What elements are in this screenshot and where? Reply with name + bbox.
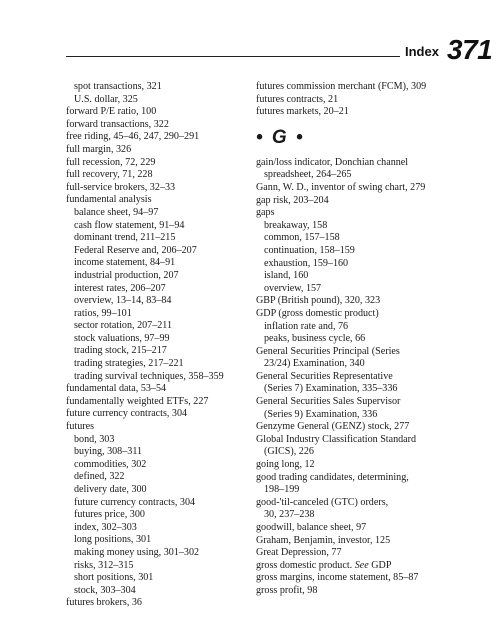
entry-text: Great Depression, 77	[256, 547, 342, 559]
entry-text: U.S. dollar, 325	[74, 93, 138, 105]
index-subentry	[66, 320, 254, 333]
entry-text: futures markets, 20–21	[256, 106, 349, 118]
entry-text: spreadsheet, 264–265	[264, 169, 352, 181]
see-reference: See GDP	[354, 559, 392, 571]
index-entry	[256, 346, 476, 359]
index-subentry	[66, 283, 254, 296]
entry-text: cash flow statement, 91–94	[74, 219, 185, 231]
index-subentry	[256, 258, 476, 271]
index-subentry	[66, 434, 254, 447]
index-subentry	[66, 345, 254, 358]
entry-text: Genzyme General (GENZ) stock, 277	[256, 421, 410, 433]
entry-text: continuation, 158–159	[264, 244, 355, 256]
index-entry	[256, 434, 476, 447]
index-entry	[256, 572, 476, 585]
entry-text: forward transactions, 322	[66, 118, 169, 130]
entry-text: buying, 308–311	[74, 446, 143, 458]
entry-text: long positions, 301	[74, 534, 152, 546]
entry-text: full margin, 326	[66, 143, 132, 155]
entry-text: GDP (gross domestic product)	[256, 307, 379, 319]
entry-text: stock, 303–304	[74, 584, 136, 596]
entry-text: gross domestic product.	[256, 559, 353, 571]
index-subentry	[66, 245, 254, 258]
index-subentry	[66, 358, 254, 371]
index-subentry	[66, 295, 254, 308]
entry-text: income statement, 84–91	[74, 257, 176, 269]
index-subentry	[66, 509, 254, 522]
index-subentry	[66, 547, 254, 560]
entry-text: balance sheet, 94–97	[74, 206, 159, 218]
index-entries-g	[256, 157, 476, 598]
entry-text: breakaway, 158	[264, 219, 328, 231]
entry-text: 198–199	[264, 484, 300, 496]
index-entry	[256, 106, 476, 119]
index-entry	[66, 408, 254, 421]
index-subentry	[256, 283, 476, 296]
index-entry	[66, 106, 254, 119]
index-entry	[256, 396, 476, 409]
entry-text: (Series 9) Examination, 336	[264, 408, 378, 420]
index-entry	[66, 169, 254, 182]
entry-text: defined, 322	[74, 471, 125, 483]
entry-text: island, 160	[264, 270, 309, 282]
index-entry-continuation	[256, 409, 476, 422]
entry-text: exhaustion, 159–160	[264, 257, 349, 269]
entry-text: 30, 237–238	[264, 509, 315, 521]
entry-text: Global Industry Classification Standard	[256, 433, 417, 445]
index-subentry	[66, 560, 254, 573]
entry-text: making money using, 301–302	[74, 546, 200, 558]
entry-text: gaps	[256, 207, 275, 219]
index-subentry	[66, 446, 254, 459]
index-subentry	[66, 522, 254, 535]
entry-text: going long, 12	[256, 459, 315, 471]
entry-text: futures contracts, 21	[256, 93, 339, 105]
entry-text: GBP (British pound), 320, 323	[256, 295, 381, 307]
entry-text: futures brokers, 36	[66, 597, 142, 609]
entry-text: trading stock, 215–217	[74, 345, 167, 357]
index-subentry	[66, 232, 254, 245]
index-entry	[256, 195, 476, 208]
index-entry	[256, 459, 476, 472]
entry-text: futures	[66, 421, 95, 433]
index-entry	[66, 194, 254, 207]
index-entry	[66, 157, 254, 170]
header-rule	[66, 56, 400, 57]
entry-text: peaks, business cycle, 66	[264, 333, 366, 345]
entry-text: gross profit, 98	[256, 584, 318, 596]
index-subentry	[66, 308, 254, 321]
entry-text: inflation rate and, 76	[264, 320, 349, 332]
index-entry	[66, 182, 254, 195]
index-entry	[256, 94, 476, 107]
index-subentry	[256, 232, 476, 245]
index-subentry	[66, 497, 254, 510]
running-head: Index	[405, 44, 439, 59]
index-entry-continuation	[256, 358, 476, 371]
index-subentry	[66, 459, 254, 472]
entry-text: ratios, 99–101	[74, 307, 132, 319]
entry-text: trading survival techniques, 358–359	[74, 370, 224, 382]
index-entry	[256, 81, 476, 94]
entry-text: common, 157–158	[264, 232, 340, 244]
entry-text: trading strategies, 217–221	[74, 358, 184, 370]
entry-text: bond, 303	[74, 433, 115, 445]
index-column-right	[256, 81, 476, 598]
entry-text: gain/loss indicator, Donchian channel	[256, 156, 409, 168]
index-subentry	[66, 572, 254, 585]
entry-text: free riding, 45–46, 247, 290–291	[66, 131, 200, 143]
entry-text: General Securities Sales Supervisor	[256, 396, 401, 408]
entry-text: sector rotation, 207–211	[74, 320, 173, 332]
index-entry	[256, 371, 476, 384]
index-subentry	[66, 257, 254, 270]
entry-text: future currency contracts, 304	[74, 496, 196, 508]
index-entry	[66, 144, 254, 157]
index-subentry	[256, 270, 476, 283]
entry-text: full recovery, 71, 228	[66, 169, 153, 181]
entry-text: good-'til-canceled (GTC) orders,	[256, 496, 389, 508]
index-subentry	[66, 81, 254, 94]
entry-text: overview, 157	[264, 282, 322, 294]
index-subentry	[66, 94, 254, 107]
entry-text: gap risk, 203–204	[256, 194, 329, 206]
index-subentry	[66, 270, 254, 283]
index-subentry	[256, 220, 476, 233]
entry-text: stock valuations, 97–99	[74, 332, 170, 344]
index-entries-f-continued	[256, 81, 476, 119]
index-entry	[256, 560, 476, 573]
entry-text: full recession, 72, 229	[66, 156, 156, 168]
index-entry-continuation	[256, 509, 476, 522]
entry-text: fundamentally weighted ETFs, 227	[66, 395, 209, 407]
letter-heading-g: • G •	[256, 126, 305, 148]
index-subentry	[256, 321, 476, 334]
entry-text: short positions, 301	[74, 572, 154, 584]
entry-text: delivery date, 300	[74, 484, 147, 495]
entry-text: index, 302–303	[74, 521, 137, 533]
entry-text: good trading candidates, determining,	[256, 471, 409, 483]
index-entry	[256, 497, 476, 510]
index-entry	[256, 547, 476, 560]
entry-text: General Securities Representative	[256, 370, 393, 382]
index-entry	[256, 207, 476, 220]
index-entry	[256, 157, 476, 170]
entry-text: fundamental analysis	[66, 194, 152, 206]
entry-text: gross margins, income statement, 85–87	[256, 572, 419, 584]
entry-text: interest rates, 206–207	[74, 282, 166, 294]
page-number: 371	[447, 34, 493, 65]
entry-text: dominant trend, 211–215	[74, 232, 176, 244]
index-entry	[66, 131, 254, 144]
index-subentry	[256, 245, 476, 258]
entry-text: futures price, 300	[74, 509, 145, 521]
entry-text: overview, 13–14, 83–84	[74, 295, 172, 307]
index-entry	[256, 308, 476, 321]
entry-text: future currency contracts, 304	[66, 408, 188, 420]
index-entry	[256, 535, 476, 548]
index-entry	[256, 522, 476, 535]
entry-text: goodwill, balance sheet, 97	[256, 522, 367, 533]
index-subentry	[66, 471, 254, 484]
index-entry	[66, 597, 254, 610]
index-entry	[256, 295, 476, 308]
index-entry	[66, 396, 254, 409]
index-subentry	[66, 585, 254, 598]
entry-text: risks, 312–315	[74, 559, 134, 571]
entry-text: fundamental data, 53–54	[66, 383, 167, 395]
index-subentry	[66, 220, 254, 233]
index-entry	[66, 383, 254, 396]
index-entry	[256, 421, 476, 434]
entry-text: industrial production, 207	[74, 269, 179, 281]
index-subentry	[66, 371, 254, 384]
index-entry	[66, 421, 254, 434]
entry-text: commodities, 302	[74, 458, 147, 470]
entry-text: General Securities Principal (Series	[256, 345, 400, 357]
index-entry-continuation	[256, 383, 476, 396]
entry-text: (GICS), 226	[264, 446, 314, 458]
index-entry	[256, 585, 476, 598]
index-column-left	[66, 81, 254, 610]
entry-text: forward P/E ratio, 100	[66, 106, 157, 118]
index-subentry	[256, 333, 476, 346]
index-entry	[256, 182, 476, 195]
index-subentry	[66, 534, 254, 547]
entry-text: Graham, Benjamin, investor, 125	[256, 534, 391, 546]
entry-text: (Series 7) Examination, 335–336	[264, 383, 398, 395]
entry-text: full-service brokers, 32–33	[66, 181, 176, 193]
index-entry-continuation	[256, 169, 476, 182]
index-entry	[256, 472, 476, 485]
index-entry-continuation	[256, 446, 476, 459]
index-entry-continuation	[256, 484, 476, 497]
entry-text: Federal Reserve and, 206–207	[74, 244, 197, 256]
entry-text: spot transactions, 321	[74, 81, 162, 92]
index-subentry	[66, 207, 254, 220]
index-subentry	[66, 484, 254, 497]
index-subentry	[66, 333, 254, 346]
entry-text: futures commission merchant (FCM), 309	[256, 81, 427, 92]
entry-text: Gann, W. D., inventor of swing chart, 279	[256, 181, 426, 193]
entry-text: 23/24) Examination, 340	[264, 358, 365, 370]
index-entry	[66, 119, 254, 132]
